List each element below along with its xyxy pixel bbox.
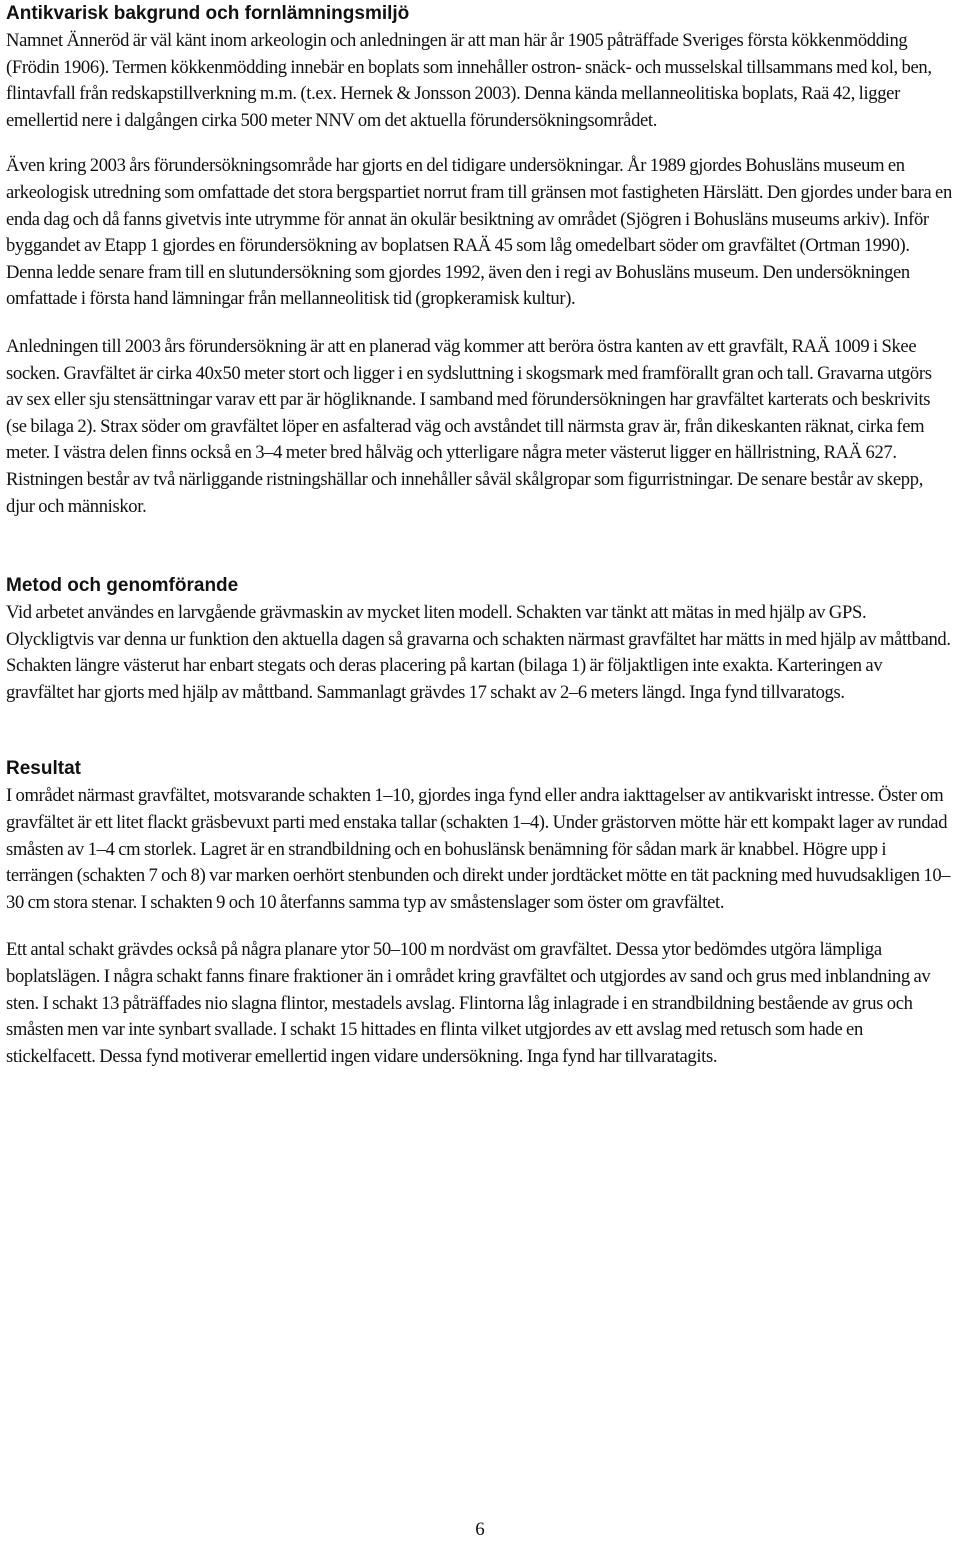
paragraph-results-northwest: Ett antal schakt grävdes också på några planare ytor 50–100 m nordväst om gravfältet. Dessa ytor bedömdes utgöra lämpliga boplatslägen. I några schakt fanns finare fraktioner än i området kring gravfältet och utgjordes av sand och grus med inblandning av sten. I schakt 13 påträffades nio slagna flintor, mestadels avslag. Flintorna låg inlagrade i en strandbildning bestående av grus och småsten men var inte synbart svallade. I schakt 15 hittades en flinta vilket utgjordes av ett avslag med retusch som hade en stickelfacett. Dessa fynd motiverar emellertid ingen vidare undersökning. Inga fynd har tillvaratagits. [6, 939, 931, 1067]
paragraph-reason-for-investigation: Anledningen till 2003 års förundersökning är att en planerad väg kommer att beröra östra kanten av ett gravfält, RAÄ 1009 i Skee socken. Gravfältet är cirka 40x50 meter stort och ligger i en sydsluttning i skogsmark med framförallt gran och tall. Gravarna utgörs av sex eller sju stensättningar varav ett par är högliknande. I samband med förundersökningen har gravfältet karterats och beskrivits (se bilaga 2). Strax söder om gravfältet löper en asfalterad väg och avståndet till närmsta grav är, från dikeskanten räknat, cirka fem meter. I västra delen finns också en 3–4 meter bred hålväg och ytterligare några meter västerut ligger en hällristning, RAÄ 627. Ristningen består av två närliggande ristningshällar och innehåller såväl skålgropar som figurristningar. De senare består av skepp, djur och människor. [6, 335, 932, 517]
paragraph-results-near-gravefield: I området närmast gravfältet, motsvarande schakten 1–10, gjordes inga fynd eller andra iakttagelser av antikvariskt intresse. Öster om gravfältet är ett litet flackt gräsbevuxt parti med enstaka tallar (schakten 1–4). Under grästorven mötte här ett kompakt lager av rundad småsten av 1–4 cm storlek. Lagret är en strandbildning och en bohuslänsk benämning för sådan mark är knabbel. Högre upp i terrängen (schakten 7 och 8) var marken oerhört stenbunden och direkt under jordtäcket mötte en tät packning med huvudsakligen 10–30 cm stora stenar. I schakten 9 och 10 återfanns samma typ av småstenslager som öster om gravfältet. [6, 785, 951, 913]
paragraph-method: Vid arbetet användes en larvgående grävmaskin av mycket liten modell. Schakten var tänkt att mätas in med hjälp av GPS. Olyckligtvis var denna ur funktion den aktuella dagen så gravarna och schakten närmast gravfältet har mätts in med hjälp av måttband. Schakten längre västerut har enbart stegats och deras placering på kartan (bilaga 1) är följaktligen inte exakta. Karteringen av gravfältet har gjorts med hjälp av måttband. Sammanlagt grävdes 17 schakt av 2–6 meters längd. Inga fynd tillvaratogs. [6, 602, 951, 703]
section-heading-results: Resultat [6, 758, 81, 780]
section-heading-method: Metod och genomförande [6, 575, 239, 597]
section-heading-background: Antikvarisk bakgrund och fornlämningsmiljö [6, 3, 410, 24]
paragraph-kokkenmodding: Namnet Änneröd är väl känt inom arkeologin och anledningen är att man här år 1905 påträffade Sveriges första kökkenmödding (Frödin 1906). Termen kökkenmödding innebär en boplats som innehåller ostron- snäck- och musselskal tillsammans med kol, ben, flintavfall från redskapstillverkning m.m. (t.ex. Hernek & Jonsson 2003). Denna kända mellanneolitiska boplats, Raä 42, ligger emellertid nere i dalgången cirka 500 meter NNV om det aktuella förundersökningsområdet. [6, 30, 932, 131]
page-number: 6 [475, 1519, 485, 1540]
paragraph-earlier-investigations: Även kring 2003 års förundersökningsområde har gjorts en del tidigare undersökningar. År 1989 gjordes Bohusläns museum en arkeologisk utredning som omfattade det stora bergspartiet norrut fram till gränsen mot fastigheten Härslätt. Den gjordes under bara en enda dag och då fanns givetvis inte utrymme för annat än okulär besiktning av området (Sjögren i Bohusläns museums arkiv). Inför byggandet av Etapp 1 gjordes en förundersökning av boplatsen RAÄ 45 som låg omedelbart söder om gravfältet (Ortman 1990). Denna ledde senare fram till en slutundersökning som gjordes 1992, även den i regi av Bohusläns museum. Den undersökningen omfattade i första hand lämningar från mellanneolitisk tid (gropkeramisk kultur). [6, 155, 952, 310]
